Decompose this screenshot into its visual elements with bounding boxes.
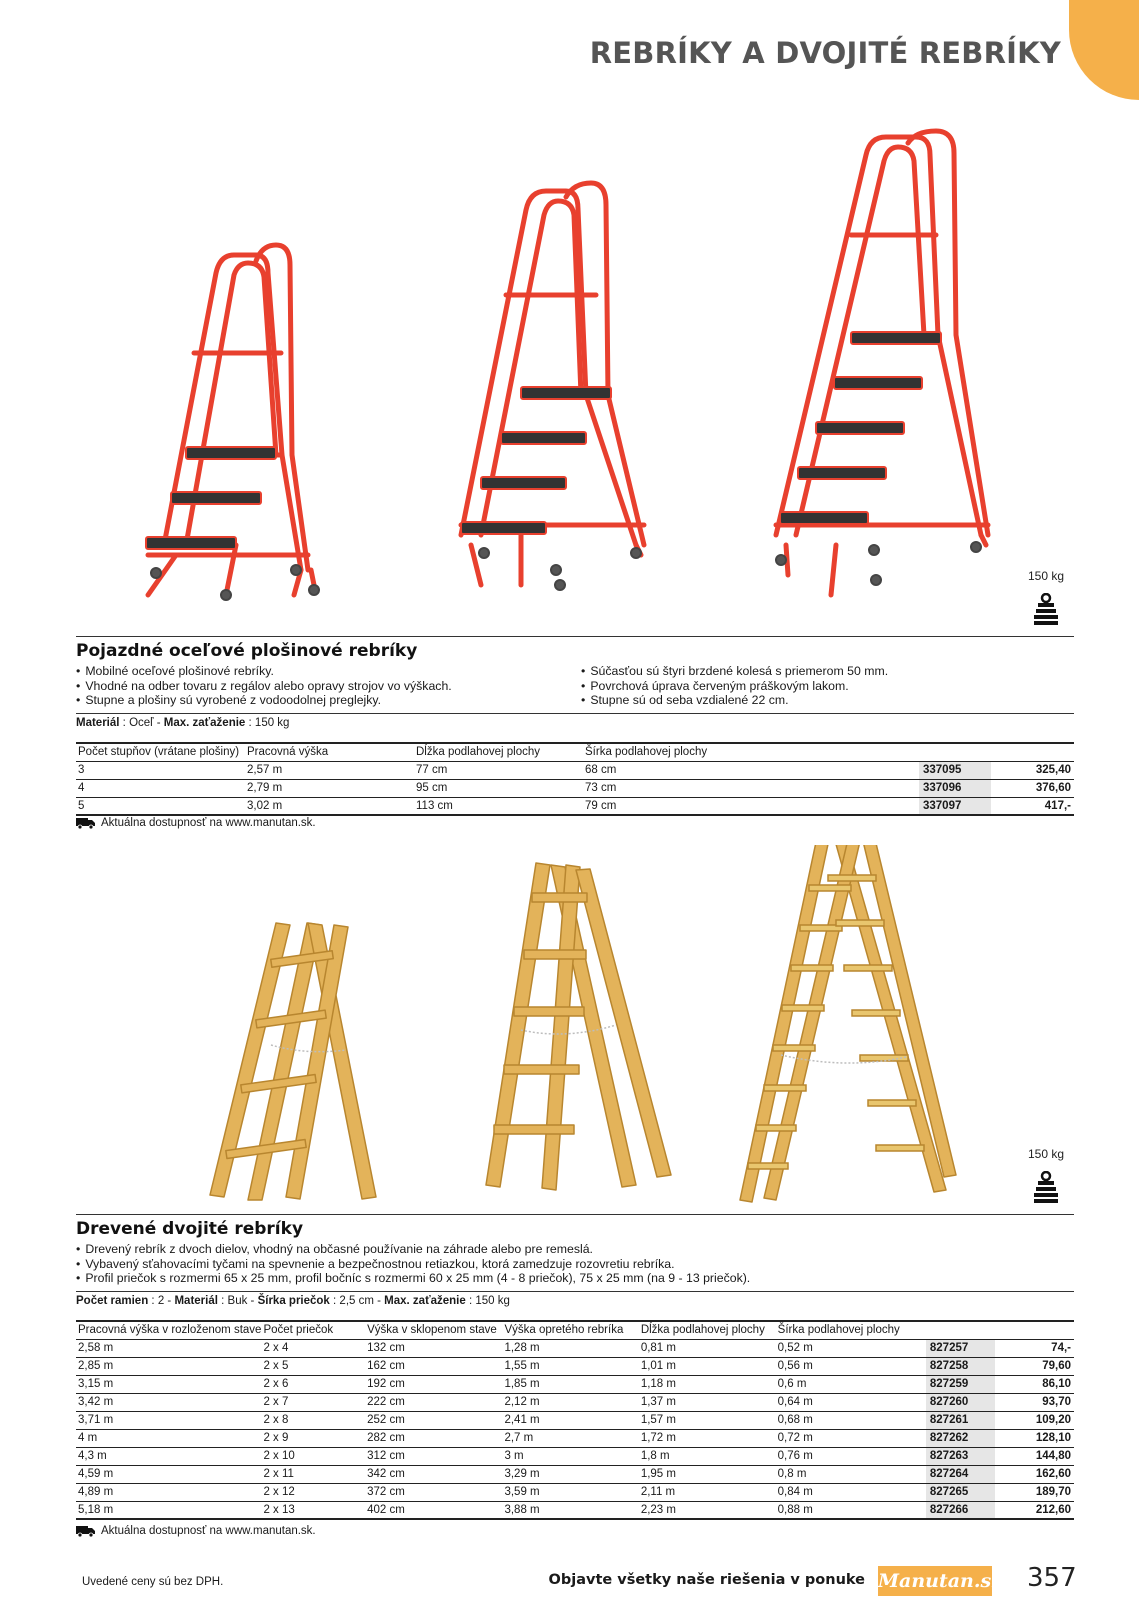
cell-price: 128,10 <box>995 1429 1074 1447</box>
cell-leaning-height: 3,59 m <box>502 1483 638 1501</box>
cell-rungs: 2 x 5 <box>261 1357 365 1375</box>
step-plate <box>146 537 236 549</box>
cell-folded-height: 162 cm <box>365 1357 502 1375</box>
cell-height: 2,57 m <box>245 761 414 779</box>
feature-item: • Vybavený sťahovacími tyčami na spevnenie a bezpečnostnou retiazkou, ktorá zamedzuje rozovretiu rebríka. <box>76 1257 750 1272</box>
wheel <box>291 565 301 575</box>
feature-item: • Profil priečok s rozmermi 65 x 25 mm, profil bočníc s rozmermi 60 x 25 mm (4 - 8 priečok), 75 x 25 mm (na 9 - 13 priečok). <box>76 1271 750 1286</box>
cell-steps: 4 <box>76 779 245 797</box>
steel-ladder-5-steps <box>776 131 988 595</box>
feature-item: • Povrchová úprava červeným práškovým lakom. <box>581 679 888 694</box>
table-header-row <box>76 1321 1074 1339</box>
page-number: 357 <box>1027 1563 1077 1593</box>
cell-rungs: 2 x 10 <box>261 1447 365 1465</box>
cell-price: 93,70 <box>995 1393 1074 1411</box>
wooden-ladder-5-rungs <box>486 863 671 1190</box>
cell-rungs: 2 x 13 <box>261 1501 365 1519</box>
cell-width: 0,84 m <box>776 1483 926 1501</box>
cell-working-height: 2,85 m <box>76 1357 261 1375</box>
feature-item: • Stupne a plošiny sú vyrobené z vodoodolnej preglejky. <box>76 693 452 708</box>
cell-working-height: 2,58 m <box>76 1339 261 1357</box>
section-divider <box>76 713 1074 714</box>
table-row <box>76 1501 1074 1519</box>
column-header: Počet priečok <box>261 1321 365 1339</box>
cell-price: 74,- <box>995 1339 1074 1357</box>
steel-weight-badge <box>1026 569 1066 627</box>
wheel <box>151 568 161 578</box>
wood-spec-line: Počet ramien : 2 - Materiál : Buk - Šírka priečok : 2,5 cm - Max. zaťaženie : 150 kg <box>76 1295 510 1307</box>
cell-price: 325,40 <box>991 761 1074 779</box>
cell-working-height: 3,15 m <box>76 1375 261 1393</box>
cell-length: 2,11 m <box>639 1483 776 1501</box>
cell-price: 376,60 <box>991 779 1074 797</box>
cell-length: 95 cm <box>414 779 583 797</box>
cell-rungs: 2 x 4 <box>261 1339 365 1357</box>
column-header: Pracovná výška <box>245 743 414 761</box>
cell-working-height: 4,3 m <box>76 1447 261 1465</box>
cell-product-code: 827263 <box>926 1447 995 1465</box>
delivery-truck-icon <box>76 817 96 829</box>
cell-leaning-height: 3 m <box>502 1447 638 1465</box>
cell-price: 86,10 <box>995 1375 1074 1393</box>
table-row <box>76 761 1074 779</box>
wood-availability <box>76 1525 316 1537</box>
cell-working-height: 4,89 m <box>76 1483 261 1501</box>
wooden-ladders-image <box>76 845 1076 1215</box>
section-divider <box>76 636 1074 637</box>
weight-label: 150 kg <box>1027 569 1065 583</box>
cell-length: 1,95 m <box>639 1465 776 1483</box>
cell-product-code: 827265 <box>926 1483 995 1501</box>
table-row <box>76 1357 1074 1375</box>
wood-section-title: Drevené dvojité rebríky <box>76 1219 304 1239</box>
availability-text: Aktuálna dostupnosť na www.manutan.sk. <box>101 817 316 829</box>
cell-leaning-height: 2,12 m <box>502 1393 638 1411</box>
column-header: Počet stupňov (vrátane plošiny) <box>76 743 245 761</box>
cell-width: 0,56 m <box>776 1357 926 1375</box>
column-header <box>926 1321 995 1339</box>
steel-features-left <box>76 664 452 708</box>
column-header <box>919 743 991 761</box>
cell-working-height: 5,18 m <box>76 1501 261 1519</box>
spec-label: Max. zaťaženie <box>384 1295 466 1307</box>
wood-weight-badge <box>1026 1147 1066 1205</box>
spec-value: 2,5 cm <box>339 1295 374 1307</box>
steel-product-table <box>76 742 1074 816</box>
cell-product-code: 827264 <box>926 1465 995 1483</box>
cell-product-code: 337097 <box>919 797 991 815</box>
feature-item: • Vhodné na odber tovaru z regálov alebo opravy strojov vo výškach. <box>76 679 452 694</box>
cell-length: 1,72 m <box>639 1429 776 1447</box>
cell-price: 189,70 <box>995 1483 1074 1501</box>
table-row <box>76 1393 1074 1411</box>
wood-features <box>76 1242 750 1286</box>
cell-product-code: 827258 <box>926 1357 995 1375</box>
cell-steps: 3 <box>76 761 245 779</box>
cell-folded-height: 372 cm <box>365 1483 502 1501</box>
spec-value: Oceľ <box>129 717 154 729</box>
cell-price: 109,20 <box>995 1411 1074 1429</box>
steel-ladders-illustration <box>76 125 1076 625</box>
steel-availability <box>76 817 316 829</box>
cell-folded-height: 252 cm <box>365 1411 502 1429</box>
cell-price: 144,80 <box>995 1447 1074 1465</box>
wheel <box>221 590 231 600</box>
cell-width: 79 cm <box>583 797 919 815</box>
cell-folded-height: 342 cm <box>365 1465 502 1483</box>
wooden-ladder-4-rungs <box>210 923 376 1200</box>
cell-rungs: 2 x 8 <box>261 1411 365 1429</box>
weight-label: 150 kg <box>1027 1147 1065 1161</box>
steel-section-title: Pojazdné oceľové plošinové rebríky <box>76 641 418 661</box>
wheel <box>309 585 319 595</box>
cell-product-code: 827260 <box>926 1393 995 1411</box>
spec-value: 150 kg <box>254 717 290 729</box>
feature-item: • Drevený rebrík z dvoch dielov, vhodný na občasné používanie na záhrade alebo pre remeslá. <box>76 1242 750 1257</box>
cell-folded-height: 282 cm <box>365 1429 502 1447</box>
feature-item: • Stupne sú od seba vzdialené 22 cm. <box>581 693 888 708</box>
cell-product-code: 337095 <box>919 761 991 779</box>
cell-leaning-height: 2,41 m <box>502 1411 638 1429</box>
cell-folded-height: 192 cm <box>365 1375 502 1393</box>
table-row <box>76 779 1074 797</box>
cell-width: 0,6 m <box>776 1375 926 1393</box>
cell-leaning-height: 2,7 m <box>502 1429 638 1447</box>
step-plate <box>171 492 261 504</box>
cell-width: 0,72 m <box>776 1429 926 1447</box>
cell-steps: 5 <box>76 797 245 815</box>
cell-folded-height: 132 cm <box>365 1339 502 1357</box>
cell-height: 3,02 m <box>245 797 414 815</box>
steel-spec-line: Materiál : Oceľ - Max. zaťaženie : 150 kg <box>76 717 290 729</box>
availability-text: Aktuálna dostupnosť na www.manutan.sk. <box>101 1525 316 1537</box>
cell-length: 1,57 m <box>639 1411 776 1429</box>
column-header: Výška opretého rebríka <box>502 1321 638 1339</box>
cell-width: 0,88 m <box>776 1501 926 1519</box>
cell-length: 113 cm <box>414 797 583 815</box>
cell-rungs: 2 x 7 <box>261 1393 365 1411</box>
spec-label: Materiál <box>76 717 120 729</box>
cell-folded-height: 312 cm <box>365 1447 502 1465</box>
column-header <box>995 1321 1074 1339</box>
spec-value: 150 kg <box>475 1295 510 1307</box>
cell-leaning-height: 3,29 m <box>502 1465 638 1483</box>
cell-rungs: 2 x 12 <box>261 1483 365 1501</box>
cell-leaning-height: 3,88 m <box>502 1501 638 1519</box>
cell-height: 2,79 m <box>245 779 414 797</box>
cell-length: 0,81 m <box>639 1339 776 1357</box>
cell-length: 77 cm <box>414 761 583 779</box>
cell-width: 0,68 m <box>776 1411 926 1429</box>
cell-rungs: 2 x 11 <box>261 1465 365 1483</box>
spec-value: 2 <box>157 1295 165 1307</box>
cell-length: 1,18 m <box>639 1375 776 1393</box>
cell-width: 0,64 m <box>776 1393 926 1411</box>
table-row <box>76 1375 1074 1393</box>
cell-length: 1,8 m <box>639 1447 776 1465</box>
cell-rungs: 2 x 6 <box>261 1375 365 1393</box>
table-header-row <box>76 743 1074 761</box>
wood-product-table <box>76 1320 1074 1520</box>
section-divider <box>76 1214 1074 1215</box>
cell-leaning-height: 1,85 m <box>502 1375 638 1393</box>
table-row <box>76 1411 1074 1429</box>
cell-product-code: 827262 <box>926 1429 995 1447</box>
cell-product-code: 827261 <box>926 1411 995 1429</box>
cell-width: 0,76 m <box>776 1447 926 1465</box>
cell-product-code: 337096 <box>919 779 991 797</box>
weight-icon <box>1033 1171 1059 1205</box>
price-note: Uvedené ceny sú bez DPH. <box>82 1576 224 1588</box>
column-header: Šírka podlahovej plochy <box>583 743 919 761</box>
cell-length: 1,37 m <box>639 1393 776 1411</box>
table-row <box>76 797 1074 815</box>
cell-length: 1,01 m <box>639 1357 776 1375</box>
spec-label: Materiál <box>174 1295 218 1307</box>
cell-price: 417,- <box>991 797 1074 815</box>
table-row <box>76 1447 1074 1465</box>
cell-rungs: 2 x 9 <box>261 1429 365 1447</box>
wooden-ladders-illustration <box>76 845 1076 1215</box>
cell-width: 68 cm <box>583 761 919 779</box>
table-row <box>76 1465 1074 1483</box>
cell-leaning-height: 1,28 m <box>502 1339 638 1357</box>
table-row <box>76 1339 1074 1357</box>
column-header: Výška v sklopenom stave <box>365 1321 502 1339</box>
spec-label: Šírka priečok <box>257 1295 330 1307</box>
cell-product-code: 827257 <box>926 1339 995 1357</box>
corner-tab <box>1069 0 1139 100</box>
cell-leaning-height: 1,55 m <box>502 1357 638 1375</box>
section-divider <box>76 1291 1074 1292</box>
feature-item: • Mobilné oceľové plošinové rebríky. <box>76 664 452 679</box>
cell-working-height: 4 m <box>76 1429 261 1447</box>
cell-folded-height: 222 cm <box>365 1393 502 1411</box>
cell-folded-height: 402 cm <box>365 1501 502 1519</box>
feature-item: • Súčasťou sú štyri brzdené kolesá s priemerom 50 mm. <box>581 664 888 679</box>
cell-width: 0,52 m <box>776 1339 926 1357</box>
page-title: REBRÍKY A DVOJITÉ REBRÍKY <box>589 36 1061 70</box>
column-header: Dĺžka podlahovej plochy <box>414 743 583 761</box>
spec-label: Počet ramien <box>76 1295 149 1307</box>
cell-working-height: 3,71 m <box>76 1411 261 1429</box>
manutan-logo[interactable]: Manutan.sk <box>878 1566 992 1596</box>
cell-working-height: 4,59 m <box>76 1465 261 1483</box>
spec-label: Max. zaťaženie <box>163 717 246 729</box>
column-header: Dĺžka podlahovej plochy <box>639 1321 776 1339</box>
column-header <box>991 743 1074 761</box>
steel-ladders-image <box>76 125 1076 625</box>
footer-promo: Objavte všetky naše riešenia v ponuke <box>548 1572 865 1588</box>
table-row <box>76 1429 1074 1447</box>
cell-product-code: 827259 <box>926 1375 995 1393</box>
column-header: Pracovná výška v rozloženom stave <box>76 1321 261 1339</box>
cell-price: 162,60 <box>995 1465 1074 1483</box>
cell-length: 2,23 m <box>639 1501 776 1519</box>
step-plate <box>186 447 276 459</box>
column-header: Šírka podlahovej plochy <box>776 1321 926 1339</box>
weight-icon <box>1033 593 1059 627</box>
cell-product-code: 827266 <box>926 1501 995 1519</box>
cell-price: 212,60 <box>995 1501 1074 1519</box>
cell-width: 73 cm <box>583 779 919 797</box>
cell-width: 0,8 m <box>776 1465 926 1483</box>
spec-value: Buk <box>227 1295 248 1307</box>
delivery-truck-icon <box>76 1525 96 1537</box>
steel-features-right <box>581 664 888 708</box>
cell-price: 79,60 <box>995 1357 1074 1375</box>
cell-working-height: 3,42 m <box>76 1393 261 1411</box>
table-row <box>76 1483 1074 1501</box>
